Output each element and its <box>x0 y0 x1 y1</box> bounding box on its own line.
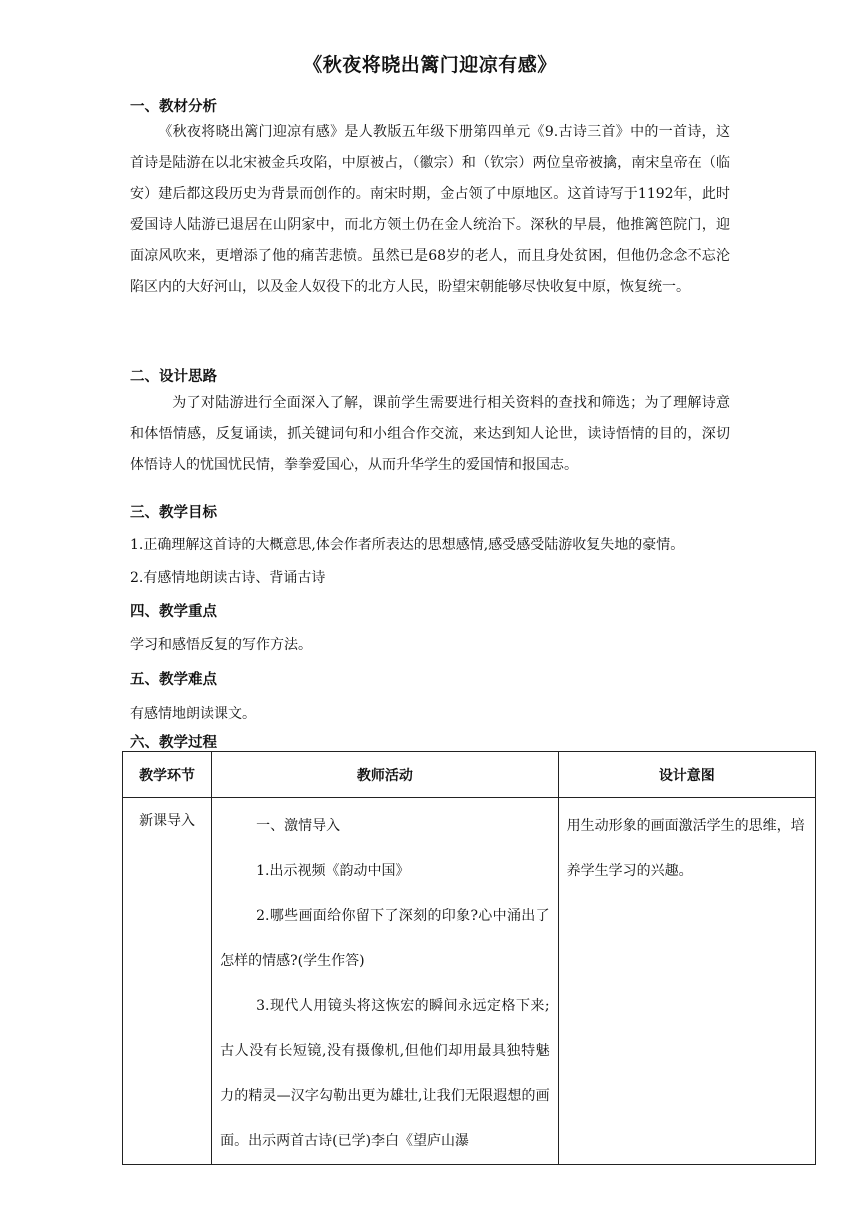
activity-paragraph <box>220 804 550 849</box>
table-header-cell: 教师活动 <box>212 752 559 798</box>
textbook-analysis-body: 《秋夜将晓出篱门迎凉有感》是人教版五年级下册第四单元《9.古诗三首》中的一首诗，这首诗是陆游在以北宋被金兵攻陷，中原被占，（徽宗）和（钦宗）两位皇帝被擒，南宋皇帝在（临安）建后都这段历史为背景而创作的。南宋时期，金占领了中原地区。这首诗写于1192年，此时爱国诗人陆游已退居在山阴家中，而北方领土仍在金人统治下。深秋的早晨，他推篱笆院门，迎面凉风吹来，更增添了他的痛苦悲愤。虽然已是68岁的老人，而且身处贫困，但他仍念念不忘沦陷区内的大好河山，以及金人奴役下的北方人民，盼望宋朝能够尽快收复中原，恢复统一。 <box>130 124 730 295</box>
activity-text: 1.出示视频《韵动中国》 <box>256 863 410 879</box>
section-heading-design-idea: 二、设计思路 <box>130 368 217 385</box>
section-heading-key-points: 四、教学重点 <box>130 603 217 620</box>
section-heading-teaching-process: 六、教学过程 <box>130 734 217 751</box>
section-heading-difficulties: 五、教学难点 <box>130 671 217 688</box>
stage-cell: 新课导入 <box>123 798 212 1165</box>
activity-paragraph <box>220 849 550 894</box>
activity-paragraph <box>220 894 550 984</box>
table-header-cell: 设计意图 <box>558 752 815 798</box>
teaching-process-table <box>122 751 816 1165</box>
table-header-row <box>123 752 816 798</box>
section-heading-teaching-goals: 三、教学目标 <box>130 504 217 521</box>
teaching-goal-item: 1.正确理解这首诗的大概意思,体会作者所表达的思想感情,感受感受陆游收复失地的豪情。 <box>130 537 685 553</box>
activity-text: 2.哪些画面给你留下了深刻的印象?心中涌出了怎样的情感?(学生作答) <box>220 908 550 969</box>
activity-text: 3.现代人用镜头将这恢宏的瞬间永远定格下来;古人没有长短镜,没有摄像机,但他们却用最具独特魅力的精灵—汉字勾勒出更为雄壮,让我们无限遐想的画面。出示两首古诗(已学)李白《望庐山瀑 <box>220 998 550 1149</box>
teaching-goal-item: 2.有感情地朗读古诗、背诵古诗 <box>130 570 326 586</box>
activity-cell <box>212 798 559 1165</box>
section-heading-textbook-analysis: 一、教材分析 <box>130 98 217 115</box>
section-text-design-idea <box>130 388 730 481</box>
intent-cell: 用生动形象的画面激活学生的思维，培养学生学习的兴趣。 <box>558 798 815 1165</box>
table-header-cell: 教学环节 <box>123 752 212 798</box>
table-row <box>123 798 816 1165</box>
difficulties-text: 有感情地朗读课文。 <box>130 706 256 722</box>
activity-text: 一、激情导入 <box>256 818 341 834</box>
design-idea-body: 为了对陆游进行全面深入了解，课前学生需要进行相关资料的查找和筛选；为了理解诗意和体悟情感，反复诵读，抓关键词句和小组合作交流，来达到知人论世，读诗悟情的目的，深切体悟诗人的忧国忧民情，拳拳爱国心，从而升华学生的爱国情和报国志。 <box>130 395 730 473</box>
section-text-textbook-analysis <box>130 117 730 303</box>
key-points-text: 学习和感悟反复的写作方法。 <box>130 637 312 653</box>
activity-paragraph <box>220 984 550 1164</box>
document-title: 《秋夜将晓出篱门迎凉有感》 <box>303 54 557 76</box>
